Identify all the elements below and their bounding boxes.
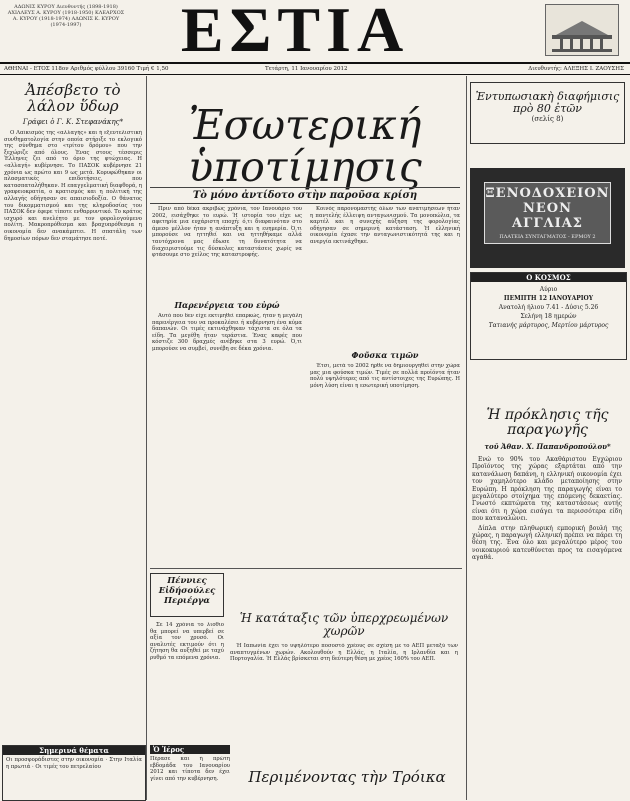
column-rule xyxy=(466,76,467,800)
editor-credit: Διευθυντής: ΑΛΕΞΗΣ Ι. ΖΑΟΥΣΗΣ xyxy=(528,66,624,72)
kosmos-line5: Τατιανής μάρτυρος, Μερτίου μάρτυρος xyxy=(488,322,609,329)
provoke-text-2: Δίπλα στην πληθωρική εμπορική βουλή της χώρας, η παραγωγή ελληνική πρέπει να πάρει τη θέση της. Ένα όλο και μεγαλύτερο μέρος του νοικοκυριού κατευθύνεται προς τα εισαγόμενα αγαθά. xyxy=(472,524,622,562)
hotel-ad-frame xyxy=(484,182,611,244)
ad-history-box xyxy=(470,82,625,144)
debt-ranking-body xyxy=(230,643,458,743)
issue-info: ΑΘΗΝΑΙ - ΕΤΟΣ 118ον Αριθμός φύλλου 39160 Τιμή € 1,50 xyxy=(4,66,169,72)
hotel-ad-image xyxy=(470,168,625,268)
left-article-byline: Γράφει ὁ Γ. Κ. Στεφανάκης* xyxy=(22,118,124,126)
hotel-ad-line2: ΝΕΟΝ ΑΓΓΛΙΑΣ xyxy=(512,201,583,231)
kosmos-title: Ο ΚΟΣΜΟΣ xyxy=(471,273,626,282)
kosmos-line3: Ανατολή ήλιου 7.41 - Δύσις 5.26 xyxy=(498,304,599,311)
masthead-title: ΕΣΤΙΑ xyxy=(180,0,410,65)
main-body-left xyxy=(152,206,302,296)
troika-headline: Περιμένοντας τὴν Τρόικα xyxy=(248,768,446,786)
pennies-body xyxy=(150,622,224,742)
ieros-column xyxy=(150,745,230,799)
hotel-ad-line3: ΠΛΑΤΕΙΑ ΣΥΝΤΑΓΜΑΤΟΣ - ΕΡΜΟΥ 2 xyxy=(499,234,596,240)
section-divider xyxy=(150,568,462,569)
hotel-ad-line1: ΞΕΝΟΔΟΧΕΙΟΝ xyxy=(485,186,610,201)
kosmos-line1: Αύριο xyxy=(539,286,558,293)
ad-history-title: Ἐντυπωσιακὴ διαφήμισις πρὸ 80 ἐτῶν xyxy=(475,90,620,115)
price-bubble-subhead: Φοῦσκα τιμῶν xyxy=(351,350,419,360)
provoke-byline: τοῦ Ἀθαν. Χ. Παπανδροπούλου* xyxy=(484,442,611,451)
today-topics-box xyxy=(2,745,146,801)
column-rule xyxy=(146,76,147,800)
pennies-text: Σε 14 χρόνια το λιοθιο θα μπορεί να υπερβεί σε αξία τον χρυσό. Οι αναλυτές εκτιμούν ότι η ζήτηση θα αυξηθεί με ταχύ ρυθμό τα επόμενα χρόνια. xyxy=(150,622,224,661)
euro-subhead: Παρενέργεια του εὐρώ xyxy=(174,300,280,310)
main-text-left: Πριν από δέκα ακριβώς χρόνια, τον Ιανουάριο του 2002, εισάχθηκε το ευρώ. Ή ιστορία του είχε ως αφετηρία μια ευχάριστη εποχή: ό,τι διαφαινόταν στο άμεσο μέλλον ήταν η ανάπτυξη και η ευημερία. Ό,τι μπορούσε να ηττηθεί και να ηττηθήκαμε αλλά ταυτόχρονα μας έδωσε τη δυνατότητα να διαχειριστούμε τις δύσκολες καταστάσεις χωρίς να φτάσουμε στο χείλος της καταστροφής. xyxy=(152,206,302,259)
left-article-title: Ἀπέσβετο τὸ λάλον ὕδωρ xyxy=(25,81,121,115)
today-topics-list: Οι προσφοράδιστες στην οικονομία · Στην Ιταλία η πρωτιά · Οι τιμές του πετρελαίου xyxy=(6,757,142,770)
debt-ranking-title: Ἡ κατάταξις τῶν ὑπερχρεωμένων χωρῶν xyxy=(239,611,449,638)
ieros-text: Πέρασε και ή πρώτη εβδομάδα του Ιανουαρίου 2012 και τίποτα δεν έχει γίνει από την κυβέρνηση. xyxy=(150,756,230,782)
main-body-left-2 xyxy=(152,313,302,563)
ieros-label: Ὁ Ἱέρος xyxy=(150,745,230,754)
main-body-right xyxy=(310,206,460,346)
kosmos-box xyxy=(470,272,627,360)
today-topics-title: Σημερινά θέματα xyxy=(3,746,145,755)
main-text-right-2: Έτσι, μετά το 2002 ήρθε να δημιουργηθεί στην χώρα μας μια φούσκα τιμών. Τιμές σε πολλά προϊόντα ήταν πολύ υψηλότερες από τις αντίστοιχες της Ευρώπης. Η μόνη λύση είναι η εσωτερική υποτίμηση. xyxy=(310,363,460,389)
issue-date: Τετάρτη, 11 Ιανουαρίου 2012 xyxy=(265,66,348,72)
emblem-logo xyxy=(545,4,619,56)
left-article-text: Ο Λαϊκισμός της «αλλαγής» και ή εξευτελιστική συνθηματολογία στην οποία στήριξε το εκλογικό της σύνθημα στο «τρίτου δρόμου» που την ξεχώριζε από όλους. Ένας στους τέσσερις Έλληνες ζει από το όριο της φτώχειας. Η «αλλαγή» κυβέρνησε. Το ΠΑΣΟΚ κυβέρνησε 21 χρόνια ως πρώτο και 9 ως μετά. Κορυφώθηκαν οι πλασματικές επιδοτήσεις, που κατασπαταλήθηκαν. Η επαγγελματική διαφθορά, η γραφειοκρατία, ο κρατισμός και η πολιτική της αλλαγής οδήγησαν σε απαισιοδοξία. Ο θάνατος του δικομματισμού και της κληροδοσίας του ΠΑΣΟΚ δεν έφερε τίποτε ενθαρρυντικό. Το κράτος ισχυρό και ανελέητο με τον φορολογούμενο πολίτη. Μακροπρόθεσμα και βραχυπρόθεσμα η οικονομία δεν ανακάμπτει. Η σπατάλη των δημοσίων πόρων δεν σταμάτησε ποτέ. xyxy=(4,130,142,242)
main-headline: Ἐσωτερική ὑποτίμησις xyxy=(188,101,422,191)
ad-history-ref[interactable]: (σελίς 8) xyxy=(531,115,564,123)
kosmos-line4: Σελήνη 18 ημερών xyxy=(520,313,577,320)
issue-info-bar xyxy=(0,62,630,75)
main-body-right-2 xyxy=(310,363,460,563)
main-text-left-2: Αυτό που δεν είχε εκτιμηθεί επαρκώς, ήταν ή μεγάλη παρενέργεια του να προκαλέσει ή κυβέρνηση ένα κύμα δαπανών. Οι τιμές εκτινάχθηκαν τάχιστα σε όλα τα είδη. Τα μεγέθη ήταν τεράστια. Ένας καφές που κόστιζε 300 δραχμές ανέβηκε στα 3 ευρώ. Ό,τι μπορούσε να συμβεί, συνέβη σε δέκα χρόνια. xyxy=(152,313,302,352)
acropolis-emblem-icon xyxy=(546,5,618,55)
pennies-box: Πέννιες Εἰδήσούλες Περιέργα xyxy=(150,573,224,617)
kosmos-line2: ΠΕΜΠΤΗ 12 ΙΑΝΟΥΑΡΙΟΥ xyxy=(503,295,594,302)
provoke-title: Ἡ πρόκλησις τῆς παραγωγῆς xyxy=(486,407,609,438)
main-subhead: Τὸ μόνο ἀντίδοτο στὴν παροῦσα κρίση xyxy=(150,187,460,204)
provoke-body xyxy=(472,456,622,796)
provoke-text: Ενώ το 90% του Ακαθάριστου Εγχώριου Προϊόντος της χώρας εξαρτάται από την κατανάλωση δαπάνη, η ελληνική οικονομία έχει τον χαμηλότερο κλάδο μεταποίησης στην Ευρώπη. Η πρόκληση της παραγωγής είναι το μεγαλύτερο στοίχημα της επόμενης δεκαετίας. Γνωστό εκπτώματα της καταστάσεως αυτής είναι ότι η χώρα εισάγει τα περισσότερα είδη που καταναλώνει. xyxy=(472,456,622,523)
main-text-right: Κοινός παρονομαστής όλων των ανατιμήσεων ήταν η παντελής έλλειψη ανταγωνισμού. Τα μονοπώλια, τα καρτέλ και η συνεχής αύξηση της φορολογίας οδήγησαν σε σημερινή κατάσταση. Ή ελληνική οικονομία έχασε την ανταγωνιστικότητά της και η ανεργία εκτινάχθηκε. xyxy=(310,206,460,245)
debt-ranking-text: Ή Ιαπωνία έχει το υψηλότερο ποσοστό χρέους σε σχέση με το ΑΕΠ μεταξύ των αναπτυγμένων χωρών. Ακολουθούν η Ελλάς, η Ιταλία, η Ιρλανδία και η Πορτογαλία. Ή Ελλάς βρίσκεται στη δεύτερη θέση με χρέος 160% του ΑΕΠ. xyxy=(230,643,458,663)
founders-list: ΑΔΩΝΙΣ ΚΥΡΟΥ Διευθυντής (1898-1918) ΑΧΙΛΛΕΥΣ Α. ΚΥΡΟΥ (1918-1950) ΚΛΕΑΡΧΟΣ Α. ΚΥΡΟΥ (1918-1974) ΑΔΩΝΙΣ Κ. ΚΥΡΟΥ (1974-1997) xyxy=(7,4,125,28)
left-article-body xyxy=(4,130,142,700)
